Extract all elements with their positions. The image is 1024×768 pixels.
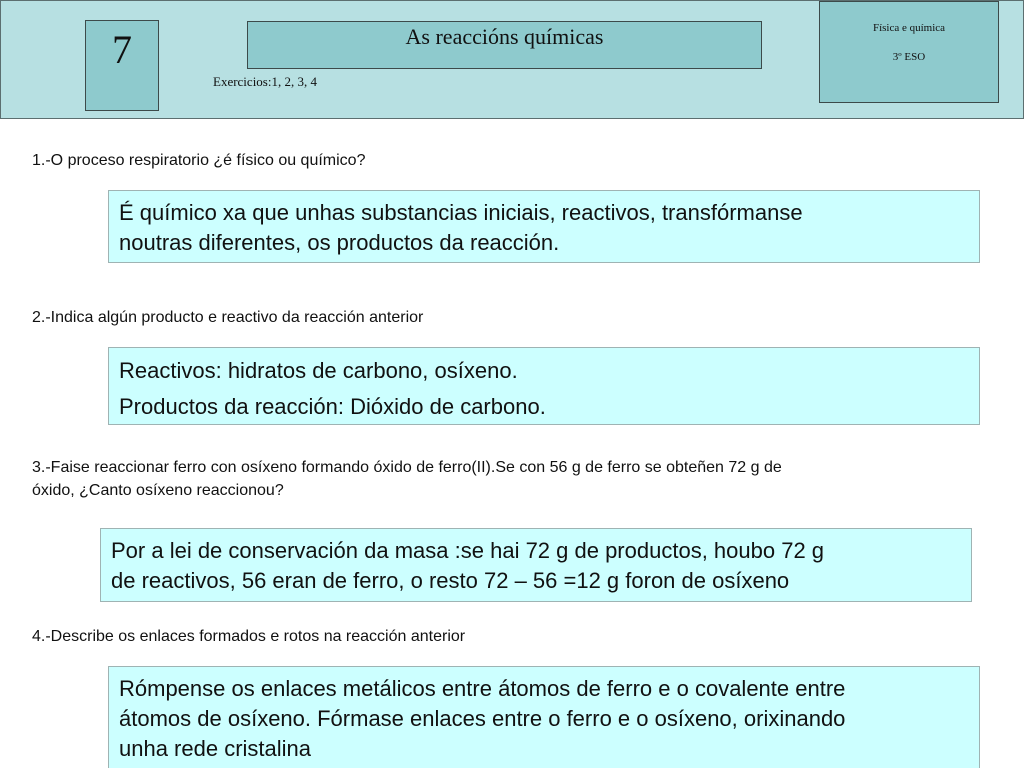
answer-4-line-1: Rómpense os enlaces metálicos entre átomos de ferro e o covalente entre: [119, 676, 846, 701]
answer-2-line-1: Reactivos: hidratos de carbono, osíxeno.: [119, 358, 518, 383]
answer-4-line-2: átomos de osíxeno. Fórmase enlaces entre o ferro e o osíxeno, orixinando: [119, 706, 846, 731]
answer-4: [108, 666, 980, 768]
subject-label: Física e química: [872, 22, 946, 34]
unit-number: 7: [85, 20, 159, 111]
answer-1-line-1: É químico xa que unhas substancias iniciais, reactivos, transfórmanse: [119, 200, 803, 225]
answer-2-line-2: Productos da reacción: Dióxido de carbono.: [119, 394, 546, 419]
course-box: [819, 1, 999, 103]
answer-3: [100, 528, 972, 602]
question-4: 4.-Describe os enlaces formados e rotos na reacción anterior: [32, 628, 466, 645]
answer-1: [108, 190, 980, 263]
answer-4-line-3: unha rede cristalina: [119, 736, 312, 761]
answer-3-line-1: Por a lei de conservación da masa :se hai 72 g de productos, houbo 72 g: [111, 538, 825, 563]
page-title: As reaccións químicas: [247, 21, 762, 69]
question-3: [32, 456, 782, 502]
question-1: 1.-O proceso respiratorio ¿é físico ou químico?: [32, 152, 366, 169]
question-3-line-1: 3.-Faise reaccionar ferro con osíxeno formando óxido de ferro(II).Se con 56 g de ferro se obteñen 72 g de: [32, 459, 782, 476]
question-2: 2.-Indica algún producto e reactivo da reacción anterior: [32, 309, 424, 326]
question-3-line-2: óxido, ¿Canto osíxeno reaccionou?: [32, 482, 284, 499]
answer-3-line-2: de reactivos, 56 eran de ferro, o resto 72 – 56 =12 g foron de osíxeno: [111, 568, 790, 593]
header-banner: [0, 0, 1024, 119]
exercises-list: Exercicios:1, 2, 3, 4: [213, 74, 317, 89]
answer-1-line-2: noutras diferentes, os productos da reacción.: [119, 230, 560, 255]
level-label: 3º ESO: [892, 51, 926, 63]
answer-2: [108, 347, 980, 425]
